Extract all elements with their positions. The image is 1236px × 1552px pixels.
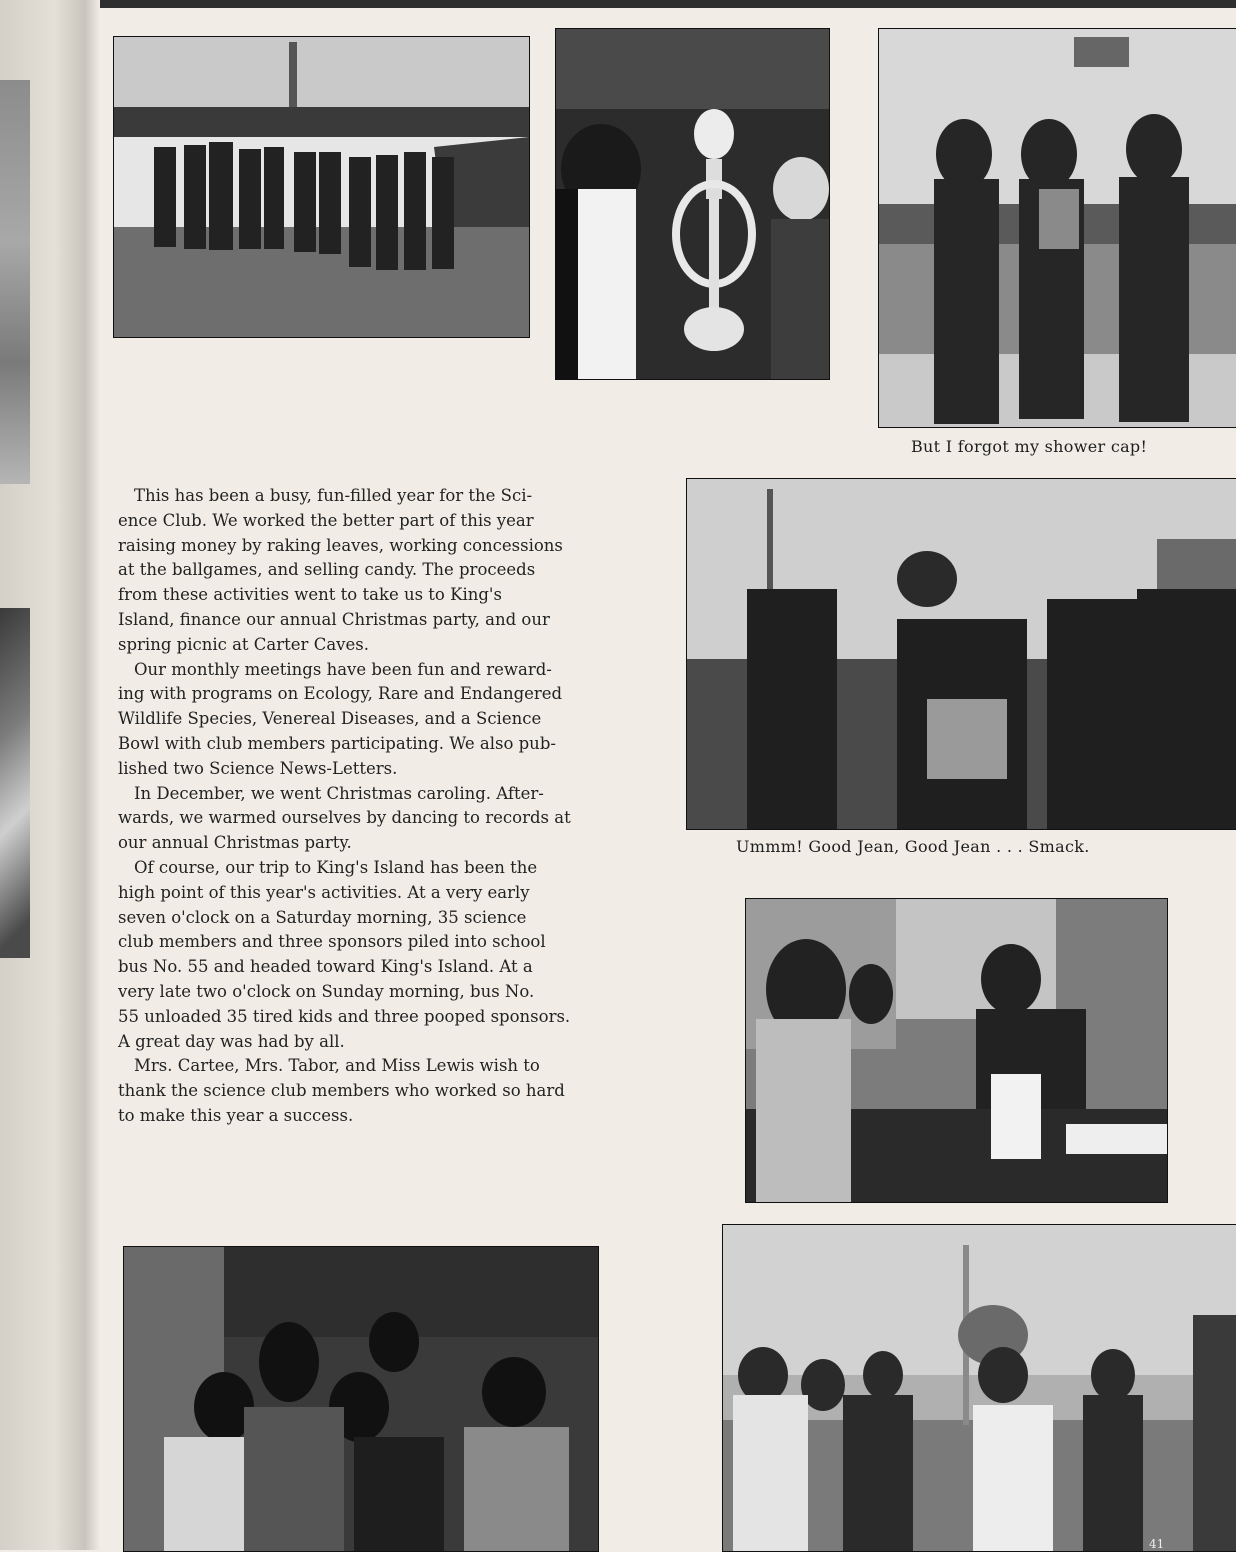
body-line: Wildlife Species, Venereal Diseases, and a Science [118, 709, 542, 729]
club-description [118, 484, 588, 1129]
body-line: Our monthly meetings have been fun and reward- [134, 659, 552, 679]
body-line: This has been a busy, fun-filled year for the Sci- [134, 486, 533, 505]
body-line: Island, finance our annual Christmas party, and our [118, 609, 550, 629]
body-line: high point of this year's activities. At a very early [118, 882, 530, 902]
body-line: 55 unloaded 35 tired kids and three pooped sponsors. [118, 1006, 571, 1026]
body-line: our annual Christmas party. [118, 833, 352, 853]
body-line: Mrs. Cartee, Mrs. Tabor, and Miss Lewis wish to [134, 1056, 540, 1076]
body-line: seven o'clock on a Saturday morning, 35 science [118, 907, 527, 927]
photo-three-girls [878, 28, 1236, 428]
body-line: club members and three sponsors piled into school [118, 932, 546, 952]
photo-girls-indoors [123, 1246, 599, 1552]
body-line: In December, we went Christmas caroling. After- [134, 783, 544, 803]
body-line: at the ballgames, and selling candy. The proceeds [118, 560, 536, 580]
body-line: from these activities went to take us to King's [118, 585, 502, 605]
body-line: lished two Science News-Letters. [118, 758, 398, 778]
photo-group-outdoors [113, 36, 530, 338]
body-line: bus No. 55 and headed toward King's Island. At a [118, 957, 533, 977]
caption-good-jean: Ummm! Good Jean, Good Jean . . . Smack. [736, 837, 1090, 856]
body-line: wards, we warmed ourselves by dancing to records at [118, 808, 571, 828]
body-line: raising money by raking leaves, working concessions [118, 535, 563, 555]
photo-skeleton [555, 28, 830, 380]
photo-lab-table [745, 898, 1168, 1203]
facing-page-photo-edge [0, 608, 30, 958]
body-line: Bowl with club members participating. We also pub- [118, 733, 556, 753]
body-line: Of course, our trip to King's Island has been the [134, 857, 538, 877]
body-line: ence Club. We worked the better part of this year [118, 510, 534, 530]
body-line: spring picnic at Carter Caves. [118, 634, 369, 654]
page-number: 41 [1149, 1537, 1165, 1551]
top-border [0, 0, 1236, 8]
facing-page-photo-edge [0, 80, 30, 484]
body-line: ing with programs on Ecology, Rare and Endangered [118, 684, 563, 704]
body-line: very late two o'clock on Sunday morning, bus No. [118, 981, 535, 1001]
body-line: to make this year a success. [118, 1105, 354, 1125]
caption-shower-cap: But I forgot my shower cap! [911, 437, 1148, 456]
photo-outdoor-mascot [722, 1224, 1236, 1552]
photo-mascot-hug [686, 478, 1236, 830]
body-line: A great day was had by all. [118, 1031, 345, 1051]
body-line: thank the science club members who worked so hard [118, 1081, 565, 1101]
